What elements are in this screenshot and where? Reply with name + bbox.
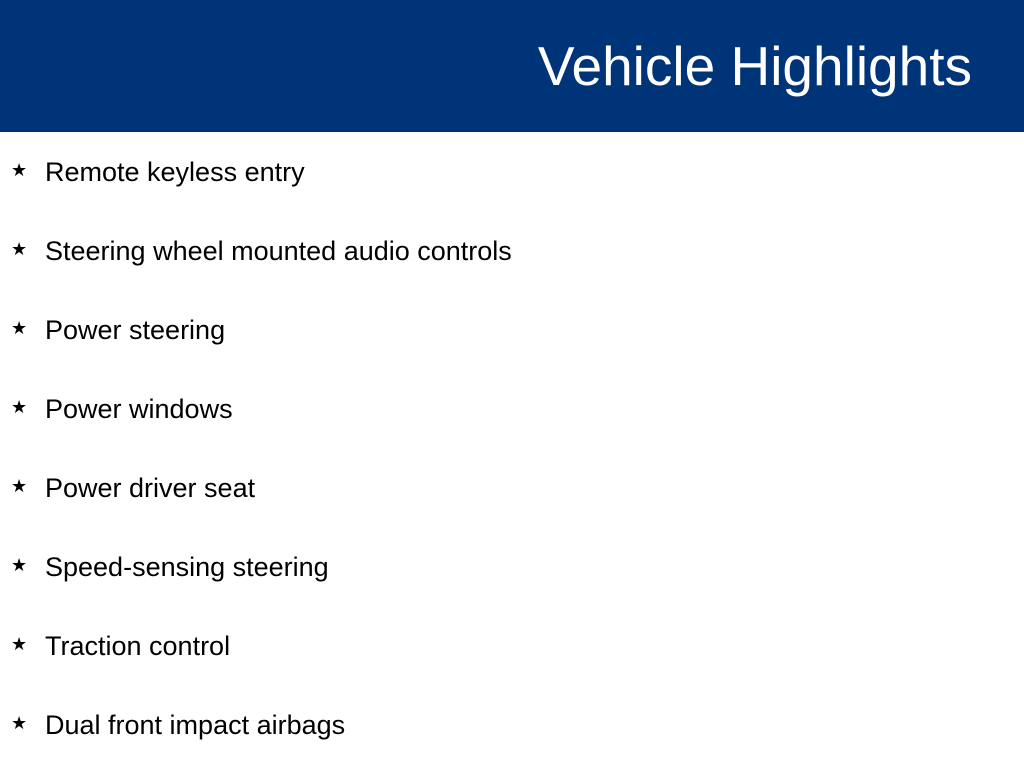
star-icon: ★ bbox=[11, 239, 28, 259]
star-icon: ★ bbox=[11, 397, 28, 417]
page-title: Vehicle Highlights bbox=[537, 35, 972, 97]
header-banner bbox=[0, 0, 1024, 132]
star-icon: ★ bbox=[11, 555, 28, 575]
feature-label: Power windows bbox=[45, 394, 233, 424]
feature-label: Speed-sensing steering bbox=[45, 552, 329, 582]
feature-label: Power driver seat bbox=[45, 473, 256, 503]
feature-label: Remote keyless entry bbox=[45, 157, 305, 187]
star-icon: ★ bbox=[11, 318, 28, 338]
feature-label: Traction control bbox=[45, 631, 231, 661]
feature-label: Dual front impact airbags bbox=[45, 710, 346, 740]
star-icon: ★ bbox=[11, 634, 28, 654]
star-icon: ★ bbox=[11, 160, 28, 180]
star-icon: ★ bbox=[11, 476, 28, 496]
feature-label: Steering wheel mounted audio controls bbox=[45, 236, 512, 266]
star-icon: ★ bbox=[11, 713, 28, 733]
feature-label: Power steering bbox=[45, 315, 226, 345]
